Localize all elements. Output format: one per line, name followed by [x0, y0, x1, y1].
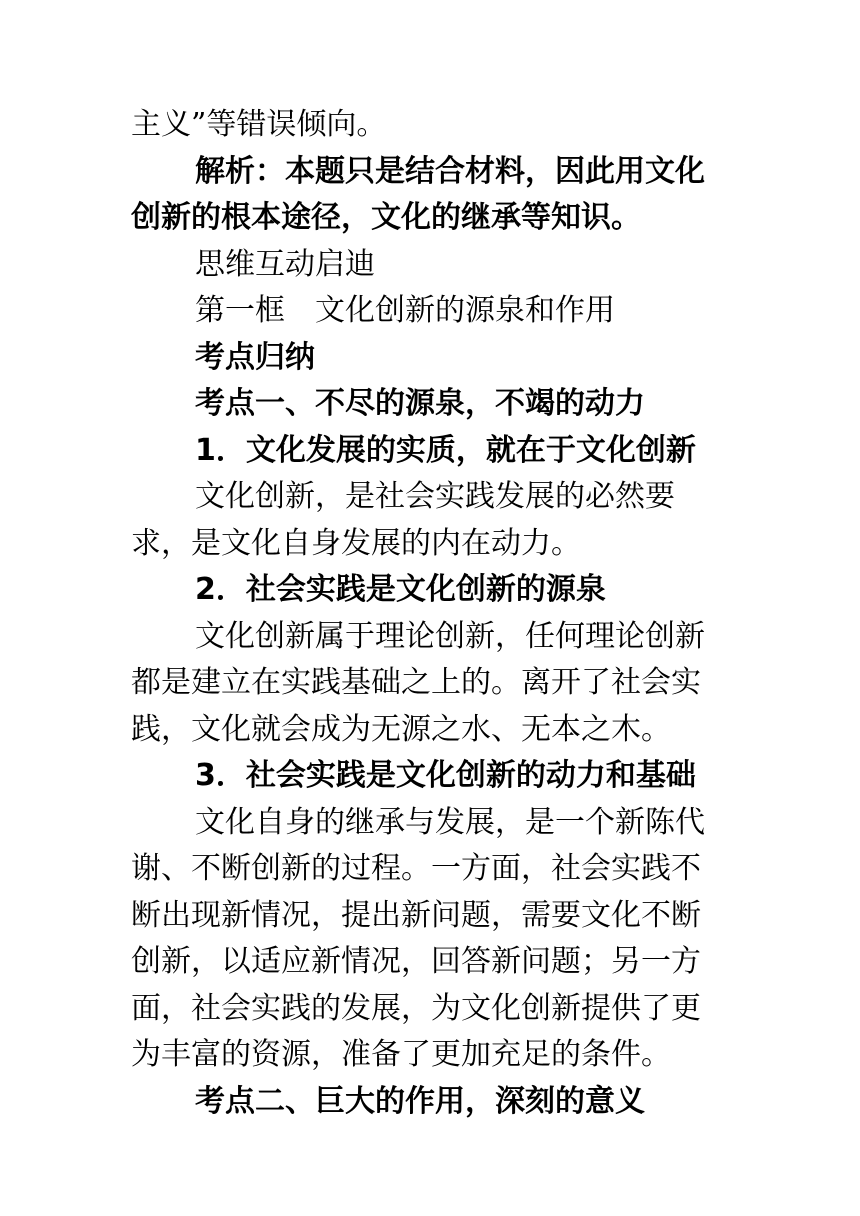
paragraph-line: 面，社会实践的发展，为文化创新提供了更	[131, 990, 701, 1026]
paragraph-line: 谢、不断创新的过程。一方面，社会实践不	[131, 851, 701, 886]
topic-heading-1: 考点一、不尽的源泉，不竭的动力	[195, 386, 645, 421]
paragraph-line: 创新，以适应新情况，回答新问题；另一方	[131, 944, 701, 979]
section-heading: 思维互动启迪	[195, 246, 375, 282]
paragraph-line: 文化创新属于理论创新，任何理论创新	[195, 618, 705, 654]
point-heading-3: 3．社会实践是文化创新的动力和基础	[195, 758, 696, 793]
document-page	[131, 102, 731, 1125]
paragraph-line: 文化自身的继承与发展，是一个新陈代	[195, 804, 705, 840]
text-line: 主义”等错误倾向。	[131, 107, 387, 142]
analysis-label: 解析：	[195, 153, 285, 189]
lesson-title: 第一框 文化创新的源泉和作用	[195, 293, 615, 328]
paragraph-line: 为丰富的资源，准备了更加充足的条件。	[131, 1037, 671, 1072]
subsection-heading: 考点归纳	[195, 339, 315, 375]
paragraph-line: 都是建立在实践基础之上的。离开了社会实	[131, 665, 701, 700]
paragraph-line: 求，是文化自身发展的内在动力。	[131, 525, 581, 561]
point-heading-2: 2．社会实践是文化创新的源泉	[195, 572, 606, 607]
paragraph-line: 文化创新，是社会实践发展的必然要	[195, 479, 675, 514]
analysis-text: 本题只是结合材料，因此用文化	[285, 153, 705, 189]
analysis-line	[131, 149, 731, 196]
paragraph-line: 断出现新情况，提出新问题，需要文化不断	[131, 897, 701, 933]
analysis-text-continued: 创新的根本途径，文化的继承等知识。	[131, 200, 641, 235]
topic-heading-2: 考点二、巨大的作用，深刻的意义	[195, 1083, 645, 1119]
paragraph-line: 践，文化就会成为无源之水、无本之木。	[131, 711, 671, 747]
point-heading-1: 1．文化发展的实质，就在于文化创新	[195, 432, 696, 468]
